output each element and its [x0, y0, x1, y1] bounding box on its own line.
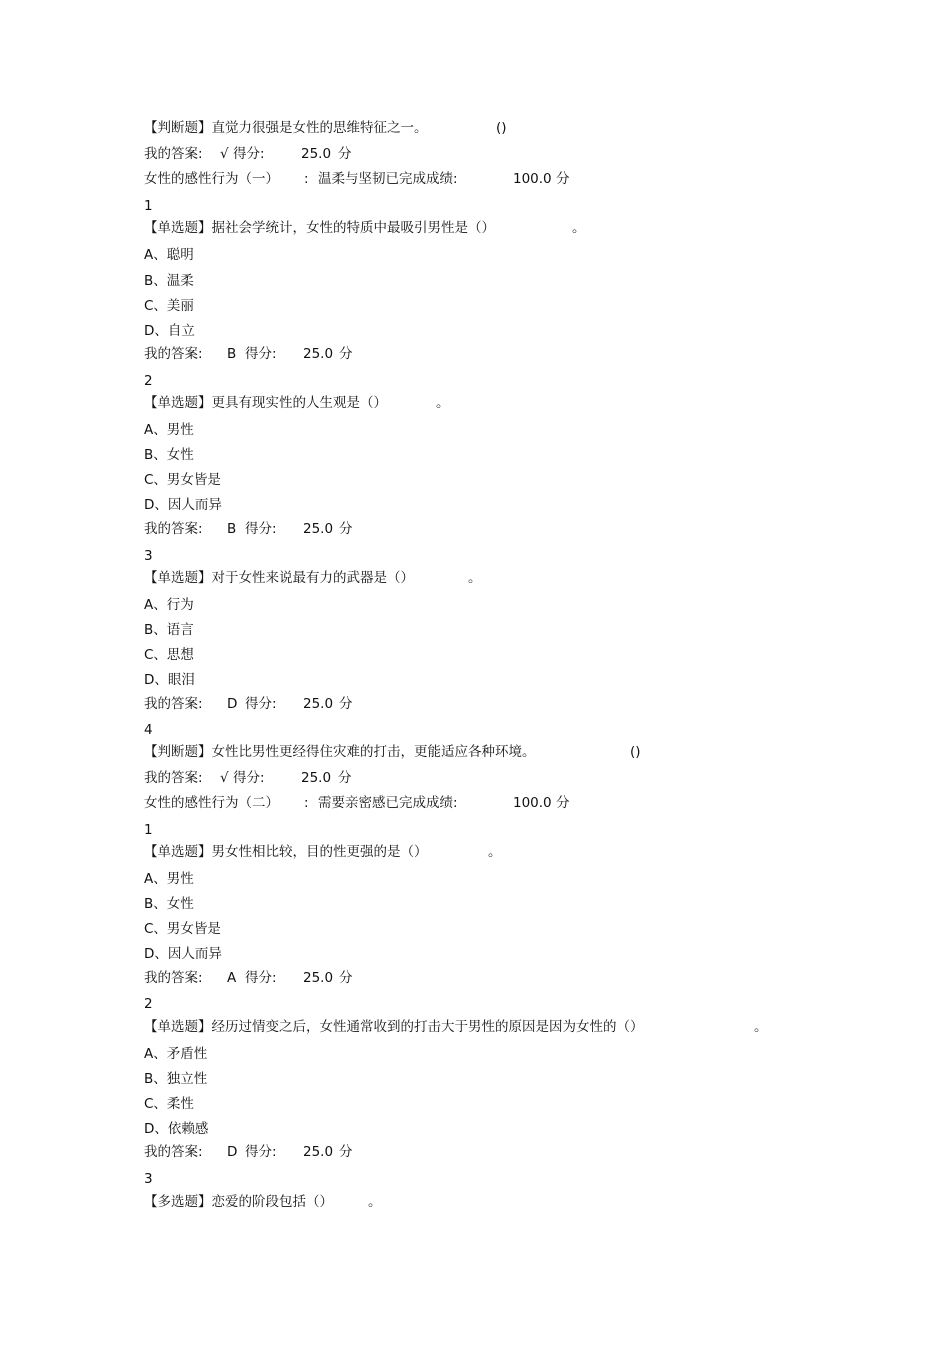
question-multiple-choice — [144, 1193, 382, 1265]
question-number: 3 — [144, 1171, 153, 1187]
option-b: B、女性 — [144, 447, 194, 463]
question-number: 2 — [144, 373, 153, 389]
score-label: 得分: — [245, 521, 277, 537]
section-separator: : — [304, 795, 309, 811]
answer-value: D — [227, 1144, 238, 1160]
score-unit: 分 — [339, 346, 353, 362]
score-value: 25.0 — [303, 696, 334, 712]
option-d: D、因人而异 — [144, 497, 222, 513]
option-b: B、女性 — [144, 896, 194, 912]
score-unit: 分 — [339, 696, 353, 712]
section-grade-unit: 分 — [556, 795, 570, 811]
question-number: 3 — [144, 548, 153, 564]
question-stem: 【单选题】男女性相比较，目的性更强的是（） — [144, 844, 428, 860]
answer-prefix: 我的答案: — [144, 346, 203, 362]
question-end-mark: 。 — [468, 570, 482, 586]
score-value: 25.0 — [303, 521, 334, 537]
option-a: A、行为 — [144, 597, 194, 613]
option-d: D、依赖感 — [144, 1121, 209, 1137]
score-value: 25.0 — [303, 1144, 334, 1160]
answer-value: D — [227, 696, 238, 712]
answer-value: B — [227, 346, 237, 362]
question-end-mark: 。 — [572, 220, 586, 236]
answer-prefix: 我的答案: — [144, 970, 203, 986]
question-end-mark: 。 — [754, 1019, 768, 1035]
option-c: C、男女皆是 — [144, 921, 221, 937]
question-stem: 【多选题】恋爱的阶段包括（） — [144, 1194, 333, 1210]
score-value: 25.0 — [303, 970, 334, 986]
option-c: C、男女皆是 — [144, 472, 221, 488]
answer-paren: () — [496, 120, 507, 136]
question-number: 2 — [144, 996, 153, 1012]
score-unit: 分 — [339, 1144, 353, 1160]
section-grade: 100.0 — [513, 171, 552, 187]
option-a: A、男性 — [144, 871, 194, 887]
question-stem: 【单选题】据社会学统计，女性的特质中最吸引男性是（） — [144, 220, 495, 236]
score-label: 得分: — [233, 770, 265, 786]
question-end-mark: 。 — [436, 395, 450, 411]
option-c: C、美丽 — [144, 298, 194, 314]
question-number: 1 — [144, 822, 153, 838]
score-label: 得分: — [245, 346, 277, 362]
question-stem: 【单选题】更具有现实性的人生观是（） — [144, 395, 387, 411]
option-a: A、聪明 — [144, 247, 194, 263]
score-unit: 分 — [338, 770, 352, 786]
answer-paren: () — [630, 744, 641, 760]
option-d: D、自立 — [144, 323, 195, 339]
section-subtitle: 温柔与坚韧已完成成绩: — [318, 171, 458, 187]
section-separator: : — [304, 171, 309, 187]
question-number: 4 — [144, 722, 153, 738]
answer-prefix: 我的答案: — [144, 146, 203, 162]
score-unit: 分 — [338, 146, 352, 162]
answer-value: √ — [220, 146, 229, 162]
question-number: 1 — [144, 198, 153, 214]
question-end-mark: 。 — [488, 844, 502, 860]
question-stem: 【判断题】直觉力很强是女性的思维特征之一。 — [144, 120, 428, 136]
answer-value: √ — [220, 770, 229, 786]
option-a: A、矛盾性 — [144, 1046, 208, 1062]
score-value: 25.0 — [301, 146, 332, 162]
score-value: 25.0 — [303, 346, 334, 362]
option-d: D、因人而异 — [144, 946, 222, 962]
option-b: B、温柔 — [144, 273, 194, 289]
section-title: 女性的感性行为（一） — [144, 171, 279, 187]
score-label: 得分: — [233, 146, 265, 162]
question-stem: 【判断题】女性比男性更经得住灾难的打击，更能适应各种环境。 — [144, 744, 536, 760]
option-c: C、柔性 — [144, 1096, 194, 1112]
answer-prefix: 我的答案: — [144, 521, 203, 537]
score-value: 25.0 — [301, 770, 332, 786]
question-stem: 【单选题】经历过情变之后，女性通常收到的打击大于男性的原因是因为女性的（） — [144, 1019, 644, 1035]
section-grade-unit: 分 — [556, 171, 570, 187]
option-b: B、独立性 — [144, 1071, 208, 1087]
option-d: D、眼泪 — [144, 672, 195, 688]
answer-prefix: 我的答案: — [144, 770, 203, 786]
answer-value: A — [227, 970, 237, 986]
option-b: B、语言 — [144, 622, 194, 638]
question-end-mark: 。 — [368, 1194, 382, 1210]
section-title: 女性的感性行为（二） — [144, 795, 279, 811]
section-grade: 100.0 — [513, 795, 552, 811]
score-label: 得分: — [245, 970, 277, 986]
option-c: C、思想 — [144, 647, 194, 663]
answer-value: B — [227, 521, 237, 537]
section-subtitle: 需要亲密感已完成成绩: — [318, 795, 458, 811]
answer-prefix: 我的答案: — [144, 696, 203, 712]
option-a: A、男性 — [144, 422, 194, 438]
score-label: 得分: — [245, 1144, 277, 1160]
answer-prefix: 我的答案: — [144, 1144, 203, 1160]
score-unit: 分 — [339, 521, 353, 537]
score-unit: 分 — [339, 970, 353, 986]
score-label: 得分: — [245, 696, 277, 712]
question-stem: 【单选题】对于女性来说最有力的武器是（） — [144, 570, 414, 586]
